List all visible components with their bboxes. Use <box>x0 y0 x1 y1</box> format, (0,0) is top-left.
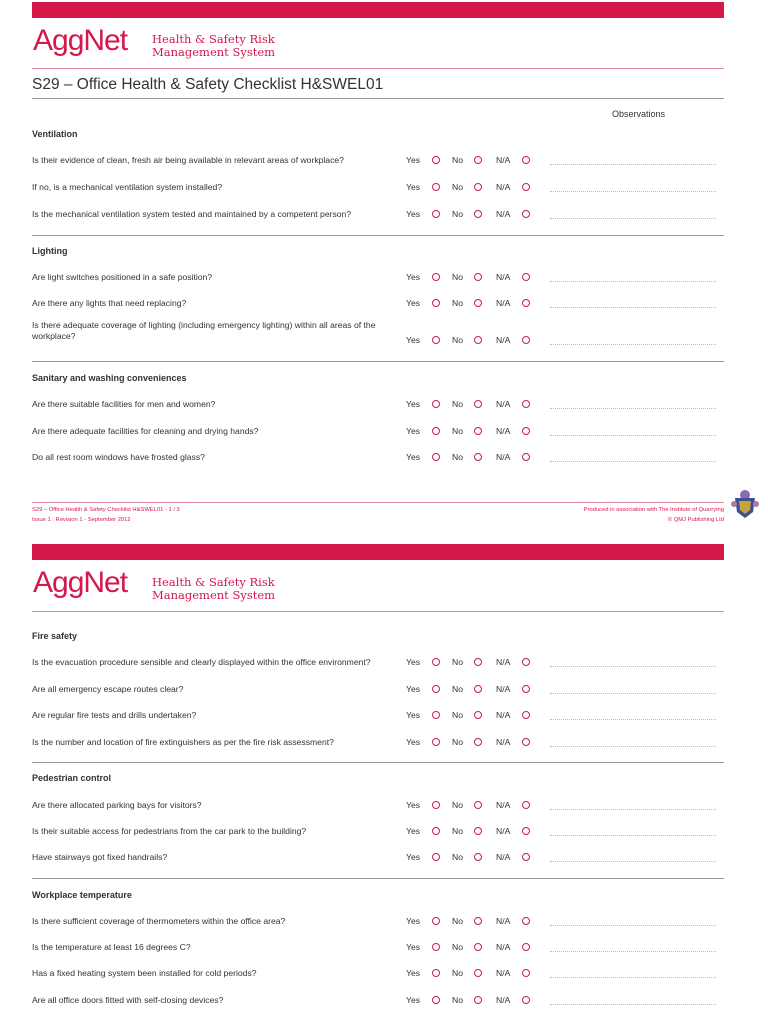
radio-yes[interactable] <box>432 273 440 281</box>
option-label-yes: Yes <box>406 968 421 978</box>
option-label-na: N/A <box>496 335 511 345</box>
option-label-yes: Yes <box>406 426 421 436</box>
section-title: Lighting <box>32 246 68 256</box>
institute-crest-icon <box>729 486 761 520</box>
option-label-yes: Yes <box>406 657 421 667</box>
radio-yes[interactable] <box>432 453 440 461</box>
tagline-line2-page2: Management System <box>152 588 276 602</box>
radio-no[interactable] <box>474 853 482 861</box>
observation-field[interactable] <box>550 665 716 667</box>
tagline-line1: Health & Safety Risk <box>152 32 275 46</box>
question-text: Are regular fire tests and drills undertaken? <box>32 710 197 720</box>
footer-left <box>32 505 180 525</box>
option-label-no: No <box>452 399 463 409</box>
option-label-yes: Yes <box>406 800 421 810</box>
option-label-yes: Yes <box>406 155 421 165</box>
option-label-na: N/A <box>496 298 511 308</box>
option-label-no: No <box>452 916 463 926</box>
option-label-no: No <box>452 272 463 282</box>
option-label-yes: Yes <box>406 684 421 694</box>
radio-yes[interactable] <box>432 658 440 666</box>
radio-na[interactable] <box>522 711 530 719</box>
option-label-yes: Yes <box>406 995 421 1005</box>
radio-na[interactable] <box>522 183 530 191</box>
observations-header: Observations <box>612 109 666 119</box>
question-text: Is there adequate coverage of lighting (including emergency lighting) within all areas of the workplace? <box>32 320 376 341</box>
header-bar-page2 <box>32 544 724 560</box>
option-label-no: No <box>452 182 463 192</box>
observation-field[interactable] <box>550 718 716 720</box>
radio-na[interactable] <box>522 273 530 281</box>
observation-field[interactable] <box>550 808 716 810</box>
radio-na[interactable] <box>522 943 530 951</box>
section-divider <box>32 235 724 236</box>
radio-na[interactable] <box>522 917 530 925</box>
observation-field[interactable] <box>550 306 716 308</box>
observation-field[interactable] <box>550 280 716 282</box>
radio-no[interactable] <box>474 336 482 344</box>
radio-yes[interactable] <box>432 156 440 164</box>
observation-field[interactable] <box>550 950 716 952</box>
question-text: Are there suitable facilities for men and women? <box>32 399 216 409</box>
radio-yes[interactable] <box>432 336 440 344</box>
option-label-yes: Yes <box>406 298 421 308</box>
question-text: Are there allocated parking bays for visitors? <box>32 800 202 810</box>
option-label-no: No <box>452 684 463 694</box>
observation-field[interactable] <box>550 692 716 694</box>
option-label-no: No <box>452 852 463 862</box>
option-label-na: N/A <box>496 800 511 810</box>
option-label-yes: Yes <box>406 335 421 345</box>
radio-na[interactable] <box>522 801 530 809</box>
question-text: Are there adequate facilities for cleaning and drying hands? <box>32 426 259 436</box>
radio-no[interactable] <box>474 827 482 835</box>
option-label-yes: Yes <box>406 272 421 282</box>
tagline <box>152 33 275 59</box>
radio-yes[interactable] <box>432 183 440 191</box>
footer-doc-ref: S29 – Office Health & Safety Checklist H&SWEL01 - 1 / 3 <box>32 507 180 513</box>
option-label-no: No <box>452 826 463 836</box>
section-divider <box>32 878 724 879</box>
radio-yes[interactable] <box>432 917 440 925</box>
radio-yes[interactable] <box>432 853 440 861</box>
radio-no[interactable] <box>474 801 482 809</box>
question-text: Have stairways got fixed handrails? <box>32 852 168 862</box>
option-label-no: No <box>452 452 463 462</box>
observation-field[interactable] <box>550 1003 716 1005</box>
option-label-na: N/A <box>496 826 511 836</box>
radio-no[interactable] <box>474 210 482 218</box>
logo-text-page2: AggNet <box>33 566 128 599</box>
question-text: Are all office doors fitted with self-closing devices? <box>32 995 224 1005</box>
logo-text: AggNet <box>33 24 128 57</box>
header-rule-page2 <box>32 611 724 612</box>
option-label-yes: Yes <box>406 710 421 720</box>
footer-rule <box>32 502 724 503</box>
option-label-na: N/A <box>496 426 511 436</box>
observation-field[interactable] <box>550 434 716 436</box>
option-label-yes: Yes <box>406 737 421 747</box>
tagline-line2: Management System <box>152 45 276 59</box>
option-label-na: N/A <box>496 968 511 978</box>
observation-field[interactable] <box>550 976 716 978</box>
tagline-line1-page2: Health & Safety Risk <box>152 575 275 589</box>
radio-na[interactable] <box>522 400 530 408</box>
aggnet-logo <box>33 24 127 58</box>
option-label-yes: Yes <box>406 916 421 926</box>
option-label-no: No <box>452 968 463 978</box>
observation-field[interactable] <box>550 924 716 926</box>
radio-no[interactable] <box>474 273 482 281</box>
radio-yes[interactable] <box>432 711 440 719</box>
radio-na[interactable] <box>522 827 530 835</box>
radio-na[interactable] <box>522 853 530 861</box>
observation-field[interactable] <box>550 163 716 165</box>
option-label-no: No <box>452 426 463 436</box>
option-label-na: N/A <box>496 399 511 409</box>
radio-no[interactable] <box>474 738 482 746</box>
radio-no[interactable] <box>474 943 482 951</box>
option-label-na: N/A <box>496 452 511 462</box>
option-label-na: N/A <box>496 657 511 667</box>
radio-yes[interactable] <box>432 943 440 951</box>
question-text: Is the temperature at least 16 degrees C? <box>32 942 191 952</box>
radio-no[interactable] <box>474 400 482 408</box>
observation-field[interactable] <box>550 190 716 192</box>
observation-field[interactable] <box>550 407 716 409</box>
option-label-no: No <box>452 155 463 165</box>
header-rule <box>32 68 724 69</box>
radio-na[interactable] <box>522 453 530 461</box>
radio-yes[interactable] <box>432 299 440 307</box>
option-label-yes: Yes <box>406 942 421 952</box>
question-text: Is the number and location of fire extinguishers as per the fire risk assessment? <box>32 737 334 747</box>
option-label-na: N/A <box>496 155 511 165</box>
radio-no[interactable] <box>474 183 482 191</box>
radio-na[interactable] <box>522 658 530 666</box>
section-title: Sanitary and washing conveniences <box>32 373 187 383</box>
option-label-no: No <box>452 800 463 810</box>
option-label-na: N/A <box>496 710 511 720</box>
footer-copyright: © QMJ Publishing Ltd <box>667 517 724 523</box>
question-text: Are light switches positioned in a safe position? <box>32 272 213 282</box>
radio-no[interactable] <box>474 969 482 977</box>
option-label-na: N/A <box>496 852 511 862</box>
option-label-na: N/A <box>496 209 511 219</box>
option-label-yes: Yes <box>406 209 421 219</box>
radio-na[interactable] <box>522 738 530 746</box>
observation-field[interactable] <box>550 745 716 747</box>
question-text: Are all emergency escape routes clear? <box>32 684 184 694</box>
radio-na[interactable] <box>522 996 530 1004</box>
radio-na[interactable] <box>522 336 530 344</box>
option-label-na: N/A <box>496 995 511 1005</box>
radio-yes[interactable] <box>432 969 440 977</box>
question-text: Do all rest room windows have frosted glass? <box>32 452 205 462</box>
option-label-na: N/A <box>496 684 511 694</box>
section-title: Workplace temperature <box>32 890 132 900</box>
option-label-no: No <box>452 995 463 1005</box>
radio-yes[interactable] <box>432 996 440 1004</box>
section-divider <box>32 361 724 362</box>
radio-no[interactable] <box>474 453 482 461</box>
option-label-na: N/A <box>496 182 511 192</box>
option-label-na: N/A <box>496 737 511 747</box>
observation-field[interactable] <box>550 460 716 462</box>
radio-yes[interactable] <box>432 685 440 693</box>
footer-right <box>584 505 724 525</box>
footer-issue: Issue 1 : Revision 1 - September 2012 <box>32 517 131 523</box>
option-label-no: No <box>452 737 463 747</box>
radio-no[interactable] <box>474 427 482 435</box>
radio-na[interactable] <box>522 210 530 218</box>
aggnet-logo-page2 <box>33 566 127 600</box>
observation-field[interactable] <box>550 343 716 345</box>
radio-yes[interactable] <box>432 827 440 835</box>
option-label-na: N/A <box>496 916 511 926</box>
question-text: Is the evacuation procedure sensible and clearly displayed within the office environment? <box>32 657 371 667</box>
option-label-no: No <box>452 298 463 308</box>
radio-yes[interactable] <box>432 427 440 435</box>
option-label-no: No <box>452 942 463 952</box>
question-text: Has a fixed heating system been installed for cold periods? <box>32 968 257 978</box>
radio-no[interactable] <box>474 917 482 925</box>
radio-na[interactable] <box>522 685 530 693</box>
option-label-no: No <box>452 657 463 667</box>
radio-no[interactable] <box>474 156 482 164</box>
question-text: If no, is a mechanical ventilation system installed? <box>32 182 223 192</box>
section-title: Fire safety <box>32 631 78 641</box>
radio-no[interactable] <box>474 299 482 307</box>
tagline-page2 <box>152 576 275 602</box>
radio-no[interactable] <box>474 711 482 719</box>
option-label-no: No <box>452 710 463 720</box>
title-rule <box>32 98 724 99</box>
radio-no[interactable] <box>474 658 482 666</box>
section-title: Ventilation <box>32 129 78 139</box>
footer-produced: Produced in association with The Institute of Quarrying <box>583 507 724 513</box>
option-label-no: No <box>452 335 463 345</box>
radio-yes[interactable] <box>432 400 440 408</box>
option-label-yes: Yes <box>406 826 421 836</box>
question-text: Is their evidence of clean, fresh air being available in relevant areas of workplace? <box>32 155 344 165</box>
section-divider <box>32 762 724 763</box>
radio-na[interactable] <box>522 969 530 977</box>
radio-yes[interactable] <box>432 738 440 746</box>
document-title: S29 – Office Health & Safety Checklist H&SWEL01 <box>32 76 384 93</box>
question-text: Is the mechanical ventilation system tested and maintained by a competent person? <box>32 209 352 219</box>
header-bar <box>32 2 724 18</box>
observation-field[interactable] <box>550 834 716 836</box>
radio-na[interactable] <box>522 299 530 307</box>
question-text: Is their suitable access for pedestrians from the car park to the building? <box>32 826 307 836</box>
observation-field[interactable] <box>550 860 716 862</box>
section-title: Pedestrian control <box>32 773 112 783</box>
option-label-na: N/A <box>496 942 511 952</box>
question-text: Are there any lights that need replacing? <box>32 298 187 308</box>
option-label-yes: Yes <box>406 452 421 462</box>
radio-no[interactable] <box>474 685 482 693</box>
option-label-yes: Yes <box>406 399 421 409</box>
observation-field[interactable] <box>550 217 716 219</box>
question-text: Is there sufficient coverage of thermometers within the office area? <box>32 916 286 926</box>
radio-yes[interactable] <box>432 801 440 809</box>
option-label-na: N/A <box>496 272 511 282</box>
option-label-yes: Yes <box>406 852 421 862</box>
radio-yes[interactable] <box>432 210 440 218</box>
radio-no[interactable] <box>474 996 482 1004</box>
radio-na[interactable] <box>522 427 530 435</box>
option-label-no: No <box>452 209 463 219</box>
radio-na[interactable] <box>522 156 530 164</box>
option-label-yes: Yes <box>406 182 421 192</box>
